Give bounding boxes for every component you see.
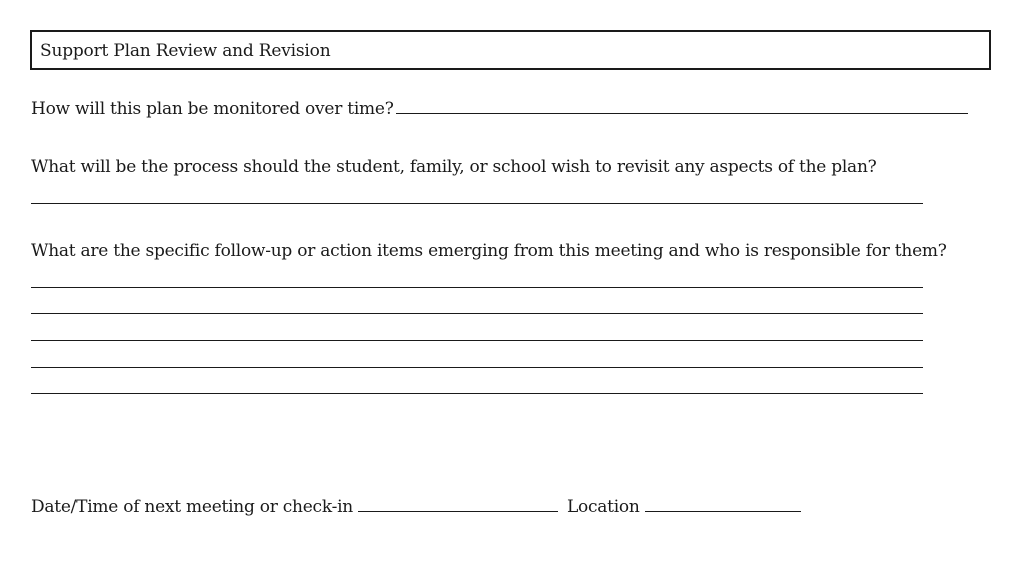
revisit-process-answer-line[interactable] [31, 203, 923, 204]
action-items-answer-line[interactable] [31, 287, 923, 288]
monitoring-answer-line[interactable] [396, 99, 968, 114]
action-items-answer-line[interactable] [31, 340, 923, 341]
action-items-question: What are the specific follow-up or action items emerging from this meeting and who is responsible for them? [31, 241, 947, 261]
action-items-answer-line[interactable] [31, 393, 923, 394]
location-label: Location [566, 497, 640, 517]
monitoring-question [31, 99, 968, 119]
section-title: Support Plan Review and Revision [40, 41, 331, 61]
action-items-answer-line[interactable] [31, 367, 923, 368]
next-meeting-date-line[interactable] [358, 497, 558, 512]
next-meeting-row [31, 497, 801, 517]
next-meeting-date-label: Date/Time of next meeting or check-in [31, 497, 353, 517]
section-title-box [30, 30, 991, 70]
revisit-process-question: What will be the process should the student, family, or school wish to revisit any aspects of the plan? [31, 157, 877, 177]
monitoring-question-label: How will this plan be monitored over time? [31, 99, 394, 119]
action-items-answer-line[interactable] [31, 313, 923, 314]
location-line[interactable] [645, 497, 801, 512]
